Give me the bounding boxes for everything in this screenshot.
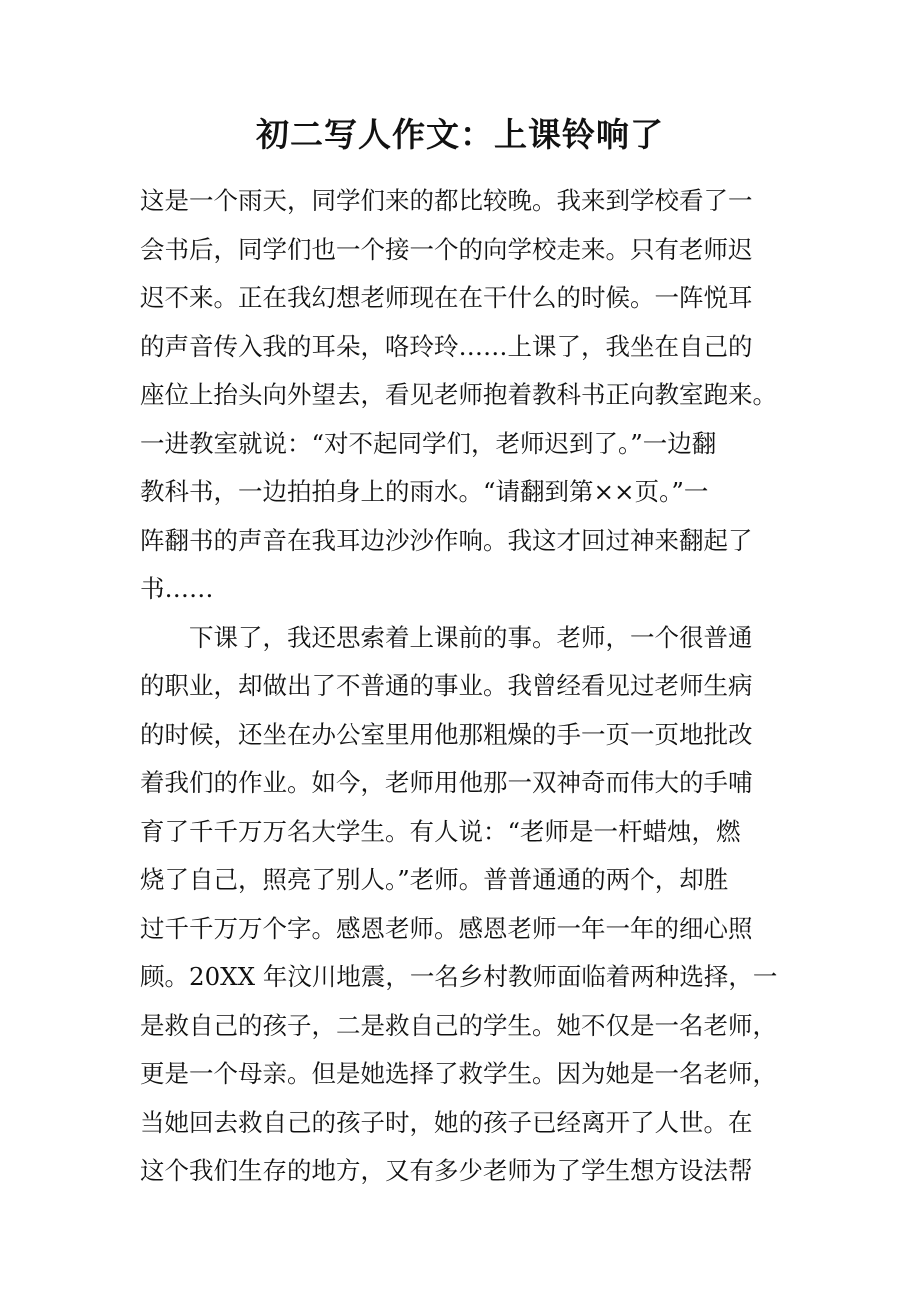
text-line: 的声音传入我的耳朵，咯玲玲……上课了，我坐在自己的 — [140, 331, 753, 361]
text-line: 教科书，一边拍拍身上的雨水。“请翻到第××页。”一 — [140, 477, 709, 506]
text-line: 是救自己的孩子，二是救自己的学生。她不仅是一名老师， — [140, 1010, 777, 1040]
text-line: 阵翻书的声音在我耳边沙沙作响。我这才回过神来翻起了 — [140, 525, 753, 555]
text-line: 当她回去救自己的孩子时，她的孩子已经离开了人世。在 — [140, 1107, 753, 1137]
document-body — [140, 177, 780, 1196]
text-line: 书…… — [140, 574, 214, 603]
text-line: 更是一个母亲。但是她选择了救学生。因为她是一名老师， — [140, 1059, 777, 1088]
document-title: 初二写人作文：上课铃响了 — [256, 115, 664, 154]
text-line: 顾。20XX 年汶川地震，一名乡村教师面临着两种选择，一 — [140, 962, 778, 991]
text-line: 着我们的作业。如今，老师用他那一双神奇而伟大的手哺 — [140, 768, 753, 797]
text-line: 的职业，却做出了不普通的事业。我曾经看见过老师生病 — [140, 671, 753, 700]
text-line: 座位上抬头向外望去，看见老师抱着教科书正向教室跑来。 — [140, 380, 777, 409]
text-line: 会书后，同学们也一个接一个的向学校走来。只有老师迟 — [140, 234, 753, 264]
text-line: 烧了自己，照亮了别人。”老师。普普通通的两个，却胜 — [140, 865, 729, 894]
text-line: 一进教室就说：“对不起同学们，老师迟到了。”一边翻 — [140, 428, 717, 458]
paragraph-2 — [140, 614, 780, 1196]
text-line: 过千千万万个字。感恩老师。感恩老师一年一年的细心照 — [140, 913, 753, 943]
text-line: 这是一个雨天，同学们来的都比较晚。我来到学校看了一 — [140, 186, 753, 215]
text-line: 育了千千万万名大学生。有人说：“老师是一杆蜡烛，燃 — [140, 816, 741, 846]
text-line: 的时候，还坐在办公室里用他那粗燥的手一页一页地批改 — [140, 719, 753, 749]
text-line: 下课了，我还思索着上课前的事。老师，一个很普通 — [189, 622, 753, 652]
text-line: 这个我们生存的地方，又有多少老师为了学生想方设法帮 — [140, 1156, 753, 1185]
text-line: 迟不来。正在我幻想老师现在在干什么的时候。一阵悦耳 — [140, 283, 753, 312]
paragraph-1 — [140, 177, 780, 614]
